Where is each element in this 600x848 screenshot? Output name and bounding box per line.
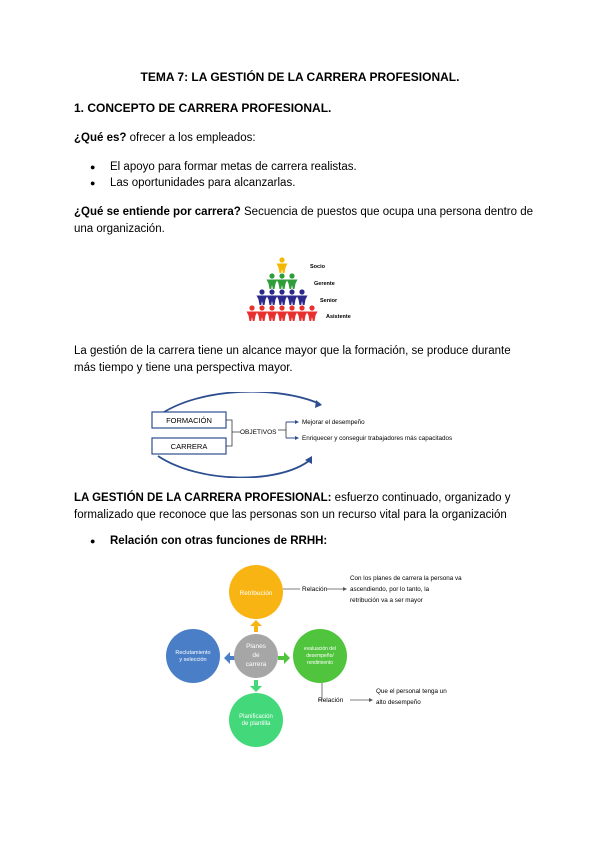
relacion-bottom-note-2: alto desempeño [376,699,421,706]
planificacion-label-2: de plantilla [241,721,271,727]
paragraph-carrera [74,204,534,238]
relacion-bottom-label: Relación [318,697,344,704]
bullet-list-rrhh [90,534,327,550]
objetivos-label: OBJETIVOS [240,429,277,436]
person-socio-icon [277,257,288,273]
outcome-1-text: Mejorar el desempeño [302,419,365,426]
bullet-list [90,160,357,191]
que-es-label: ¿Qué es? [74,132,127,144]
carrera-box-label: CARRERA [170,442,208,451]
section-heading: 1. CONCEPTO DE CARRERA PROFESIONAL. [74,101,332,115]
arrow-down-icon [250,680,262,692]
reclutamiento-label-1: Reclutamiento [175,650,211,656]
arrow-up-icon [250,620,262,632]
planificacion-label-1: Planificación [239,714,273,720]
person-gerente-icon [267,273,298,289]
list-item: ● Las oportunidades para alcanzarlas. [90,176,357,192]
planes-label-2: de [252,652,260,659]
formacion-label: FORMACIÓN [166,416,212,425]
carrera-text: Secuencia de puestos que ocupa una persona dentro de una organización. [74,206,534,235]
pyramid-label-socio: Socio [310,264,325,270]
reclutamiento-label-2: y selección [179,657,207,663]
retribucion-label: Retribución [239,590,273,597]
bracket-connector [226,420,240,446]
relacion-top-note-3: retribución va a ser mayor [350,597,423,604]
person-asistente-icon [247,305,318,321]
evaluacion-label-1: evaluación del [304,646,336,652]
arc-top-arrowhead [315,400,322,408]
planes-label-3: carrera [245,661,267,668]
objetivos-diagram [140,392,480,478]
gestion-text: esfuerzo continuado, organizado y formalizado que reconoce que las personas son un recurso vital para la organización [74,492,511,521]
relacion-bottom-arrowhead [369,698,373,702]
relacion-bottom-note-1: Que el personal tenga un [376,688,447,695]
relacion-top-note-1: Con los planes de carrera la persona va [350,575,462,582]
pyramid-label-gerente: Gerente [314,281,335,287]
paragraph-alcance: La gestión de la carrera tiene un alcance mayor que la formación, se produce durante más tiempo y tiene una perspectiva mayor. [74,345,511,374]
pyramid-label-senior: Senior [320,298,338,304]
arc-bottom-arrow [158,456,310,478]
planificacion-circle [229,693,283,747]
carrera-label: ¿Qué se entiende por carrera? [74,206,241,218]
paragraph-que-es [74,130,534,147]
list-item: ● Relación con otras funciones de RRHH: [90,534,327,550]
pyramid-label-asistente: Asistente [326,314,351,320]
evaluacion-label-3: rendimiento [306,660,334,666]
relacion-top-arrowhead [343,587,347,591]
arrowhead-outcome-2 [295,436,299,440]
relacion-top-note-2: ascendiendo, por lo tanto, la [350,586,430,593]
planes-label-1: Planes [246,643,266,650]
relacion-top-label: Relación [302,586,328,593]
reclutamiento-circle [166,629,220,683]
list-item: ● El apoyo para formar metas de carrera realistas. [90,160,357,176]
arrowhead-outcome-1 [295,420,299,424]
gestion-label: LA GESTIÓN DE LA CARRERA PROFESIONAL: [74,492,332,504]
split-connector [278,422,286,438]
que-es-text: ofrecer a los empleados: [126,132,256,144]
career-pyramid-figure [236,252,366,330]
evaluacion-label-2: desempeño/ [306,653,334,659]
outcome-2-text: Enriquecer y conseguir trabajadores más capacitados [302,435,453,442]
paragraph-gestion [74,490,534,524]
arrow-right-icon [278,652,290,664]
person-senior-icon [257,289,308,305]
document-title: TEMA 7: LA GESTIÓN DE LA CARRERA PROFESIONAL. [140,70,460,84]
rrhh-relations-diagram [150,560,490,750]
